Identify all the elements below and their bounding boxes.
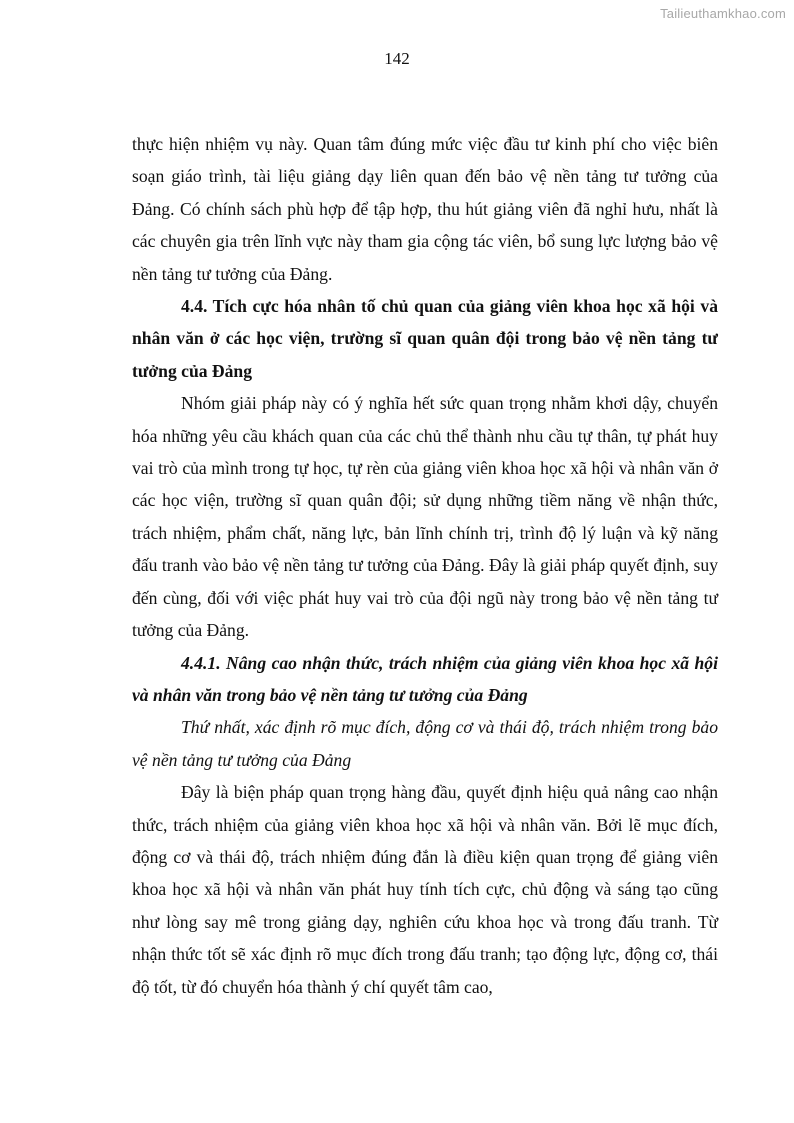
paragraph-solution-group: Nhóm giải pháp này có ý nghĩa hết sức quan trọng nhằm khơi dậy, chuyển hóa những yêu cầu khách quan của các chủ thể thành nhu cầu tự thân, tự phát huy vai trò của mình trong tự học, tự rèn của giảng viên khoa học xã hội và nhân văn ở các học viện, trường sĩ quan quân đội; sử dụng những tiềm năng về nhận thức, trách nhiệm, phẩm chất, năng lực, bản lĩnh chính trị, trình độ lý luận và kỹ năng đấu tranh vào bảo vệ nền tảng tư tưởng của Đảng. Đây là giải pháp quyết định, suy đến cùng, đối với việc phát huy vai trò của đội ngũ này trong bảo vệ nền tảng tư tưởng của Đảng. [132, 393, 718, 641]
sub-heading-first: Thứ nhất, xác định rõ mục đích, động cơ và thái độ, trách nhiệm trong bảo vệ nền tảng tư tưởng của Đảng [132, 717, 718, 770]
section-heading-4-4: 4.4. Tích cực hóa nhân tố chủ quan của giảng viên khoa học xã hội và nhân văn ở các học viện, trường sĩ quan quân đội trong bảo vệ nền tảng tư tưởng của Đảng [132, 296, 718, 381]
paragraph-measure: Đây là biện pháp quan trọng hàng đầu, quyết định hiệu quả nâng cao nhận thức, trách nhiệm của giảng viên khoa học xã hội và nhân văn. Bởi lẽ mục đích, động cơ và thái độ, trách nhiệm đúng đắn là điều kiện quan trọng để giảng viên khoa học xã hội và nhân văn phát huy tính tích cực, chủ động và sáng tạo cũng như lòng say mê trong giảng dạy, nghiên cứu khoa học và trong đấu tranh. Từ nhận thức tốt sẽ xác định rõ mục đích trong đấu tranh; tạo động lực, động cơ, thái độ tốt, từ đó chuyển hóa thành ý chí quyết tâm cao, [132, 782, 718, 997]
subsection-heading-4-4-1: 4.4.1. Nâng cao nhận thức, trách nhiệm của giảng viên khoa học xã hội và nhân văn trong bảo vệ nền tảng tư tưởng của Đảng [132, 652, 718, 705]
page-number: 142 [384, 49, 410, 68]
paragraph-continuation: thực hiện nhiệm vụ này. Quan tâm đúng mức việc đầu tư kinh phí cho việc biên soạn giáo trình, tài liệu giảng dạy liên quan đến bảo vệ nền tảng tư tưởng của Đảng. Có chính sách phù hợp để tập hợp, thu hút giảng viên đã nghỉ hưu, nhất là các chuyên gia trên lĩnh vực này tham gia cộng tác viên, bổ sung lực lượng bảo vệ nền tảng tư tưởng của Đảng. [132, 134, 718, 284]
document-body [132, 128, 718, 1003]
watermark-text: Tailieuthamkhao.com [660, 6, 786, 21]
